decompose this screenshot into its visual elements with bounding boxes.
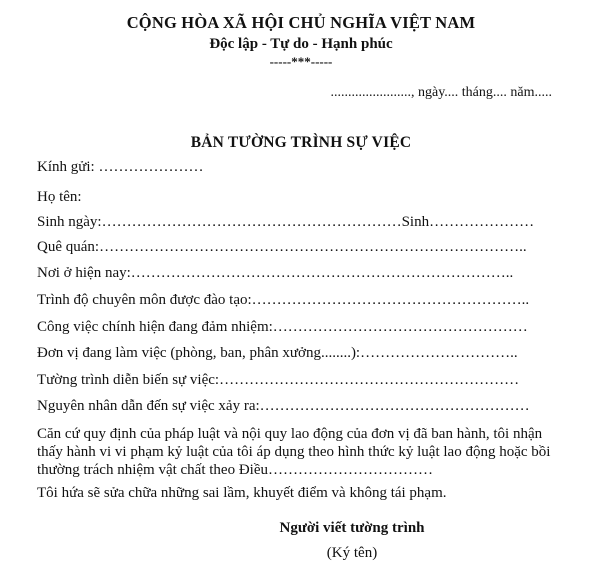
field-incident-report: Tường trình diễn biến sự việc:…………………………………………………… [37,372,520,388]
field-qualification: Trình độ chuyên môn được đào tạo:……………………………………………….. [37,292,530,308]
field-hometown: Quê quán:………………………………………………………………………….. [37,239,527,255]
signature-note: (Ký tên) [326,545,378,561]
national-heading: CỘNG HÒA XÃ HỘI CHỦ NGHĨA VIỆT NAM [126,13,476,32]
field-work-unit: Đơn vị đang làm việc (phòng, ban, phân xưởng........):………………………….. [37,345,518,361]
dateline: ......................., ngày.... tháng.... năm..... [330,85,552,100]
signature-title: Người viết tường trình [279,520,425,536]
field-cause: Nguyên nhân dẫn đến sự việc xảy ra:……………………………………………… [37,398,530,414]
field-current-job: Công việc chính hiện đang đảm nhiệm:…………………………………………… [37,319,528,335]
promise-line: Tôi hứa sẽ sửa chữa những sai lầm, khuyết điểm và không tái phạm. [37,485,447,501]
statement-paragraph: Căn cứ quy định của pháp luật và nội quy lao động của đơn vị đã ban hành, tôi nhận thấy hành vi vi phạm kỷ luật của tôi áp dụng theo hình thức kỷ luật lao động hoặc bồi thường trách nhiệm vật chất theo Điều…………………………… [37,426,551,478]
document-title: BẢN TƯỜNG TRÌNH SỰ VIỆC [190,134,412,151]
heading-separator: -----***----- [269,54,333,69]
field-recipient: Kính gửi: ………………… [37,159,204,175]
motto: Độc lập - Tự do - Hạnh phúc [209,36,393,52]
field-full-name: Họ tên: [37,189,82,205]
field-birth-date: Sinh ngày:……………………………………………………Sinh………………… [37,214,535,230]
field-residence: Nơi ở hiện nay:………………………………………………………………….. [37,265,514,281]
